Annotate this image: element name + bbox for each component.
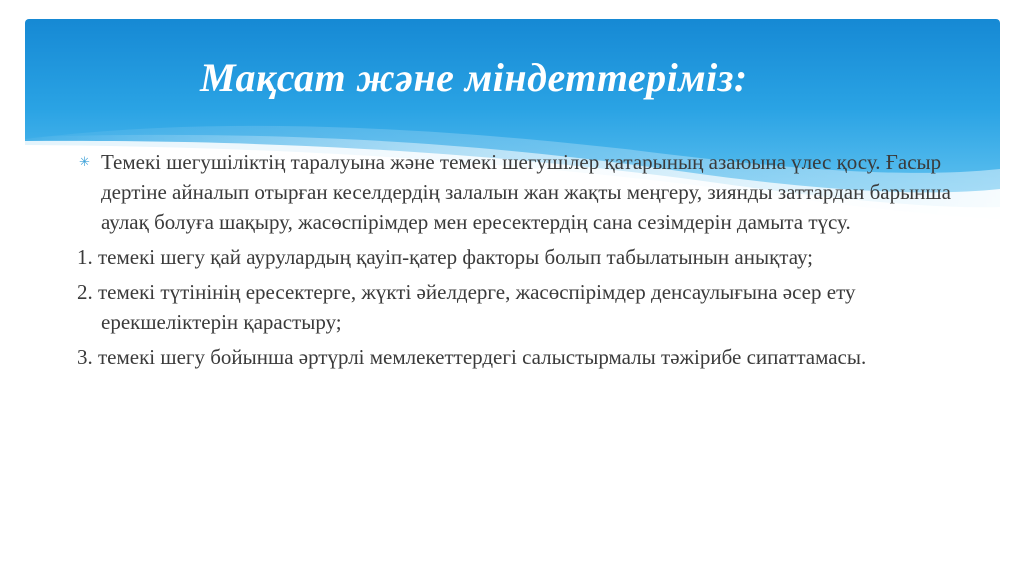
numbered-item-1: 1. темекі шегу қай аурулардың қауіп-қатер факторы болып табылатынын анықтау; [77,245,814,269]
slide-title: Мақсат және міндеттеріміз: [200,55,748,100]
numbered-item-2: 2. темекі түтінінің ересектерге, жүкті әйелдерге, жасөспірімдер денсаулығына әсер ету ерекшеліктерін қарастыру; [77,280,856,334]
bullet-paragraph [77,147,957,237]
asterisk-bullet-icon: ✳ [79,154,90,169]
slide-content [77,147,957,377]
numbered-item-3: 3. темекі шегу бойынша әртүрлі мемлекеттердегі салыстырмалы тәжірибе сипаттамасы. [77,345,867,369]
bullet-paragraph-text: Темекі шегушіліктің таралуына және темекі шегушілер қатарының азаюына үлес қосу. Ғасыр дертіне айналып отырған кеселдердің залалын жан жақты меңгеру, зиянды заттардан барынша аулақ болуға шақыру, жасөспірімдер мен ересектердің сана сезімдерін дамыта түсу. [101,150,951,234]
